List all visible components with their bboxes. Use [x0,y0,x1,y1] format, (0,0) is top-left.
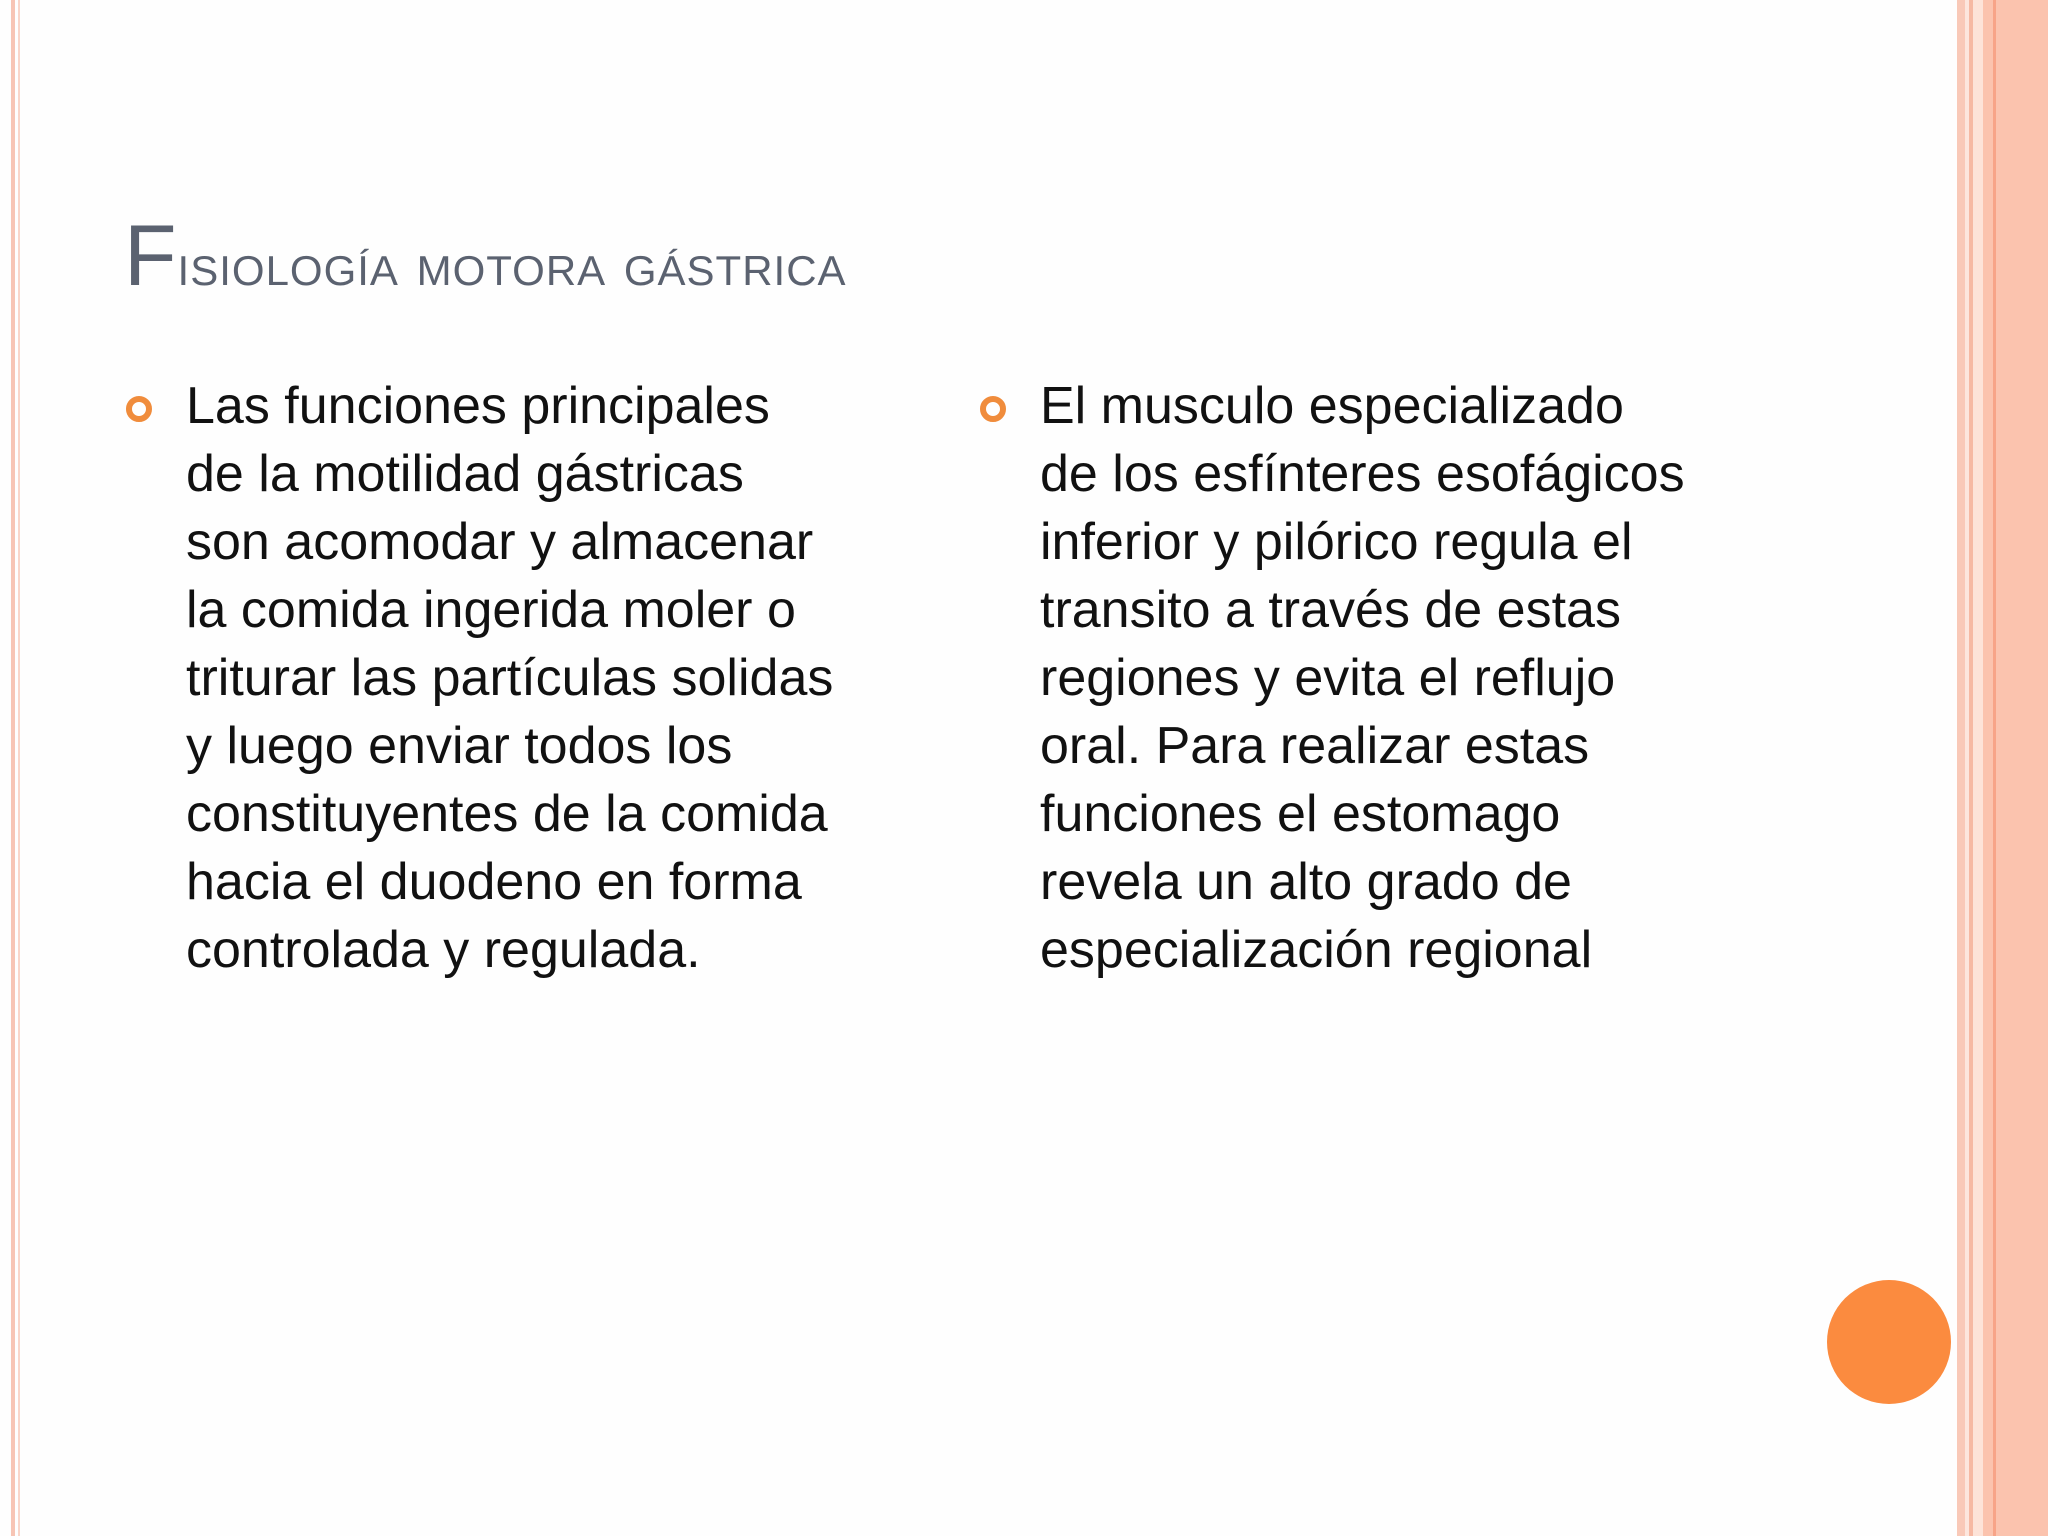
bullet-text: El musculo especializado de los esfínteres esofágicos inferior y pilórico regula el transito a través de estas regiones y evita el reflujo oral. Para realizar estas funciones el estomago revela un alto grado de especialización regional [1040,377,1685,979]
bullet-column-left [124,372,924,984]
bullet-column-right [978,372,1778,984]
bullet-item [978,372,1778,984]
right-border-stripe [1957,0,1965,1536]
slide-title [124,205,847,308]
slide-title-rest: isiología motora gástrica [177,231,847,298]
slide-title-initial: F [124,208,178,304]
orange-circle-decoration [1827,1280,1951,1404]
bullet-item [124,372,924,984]
right-border-stripe [1973,0,1983,1536]
right-border-stripe [1993,0,1996,1536]
left-border-line-inner [18,0,20,1536]
ring-bullet-icon [126,396,152,422]
left-border-line [11,0,15,1536]
ring-bullet-icon [980,396,1006,422]
bullet-text: Las funciones principales de la motilidad gástricas son acomodar y almacenar la comida ingerida moler o triturar las partículas solidas y luego enviar todos los constituyentes de la comida hacia el duodeno en forma controlada y regulada. [186,377,834,979]
